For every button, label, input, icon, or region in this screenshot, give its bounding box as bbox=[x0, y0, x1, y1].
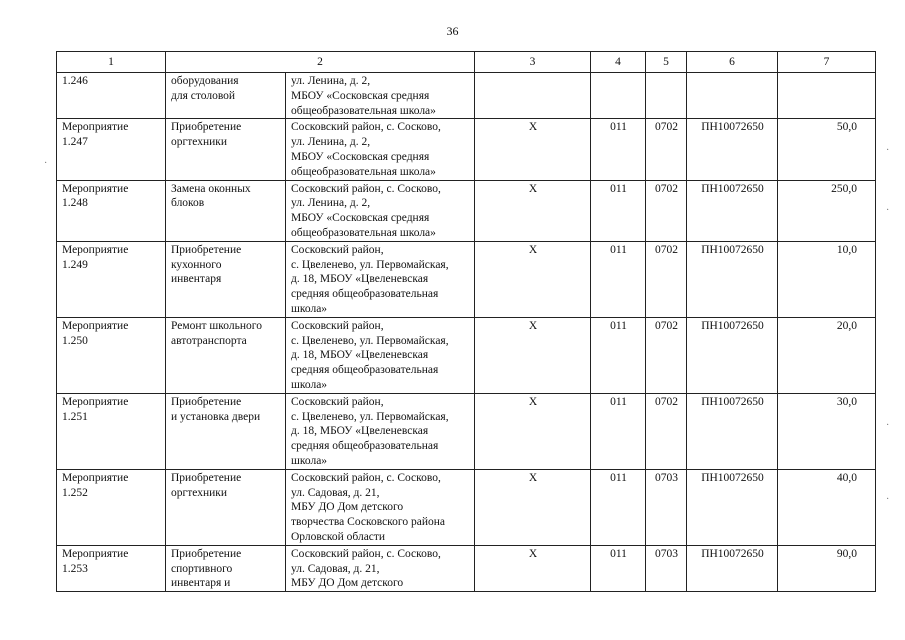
col5-cell: 0702 bbox=[646, 393, 687, 469]
col3-cell: Х bbox=[475, 119, 591, 180]
col6-cell: ПН10072650 bbox=[687, 317, 778, 393]
col5-cell: 0702 bbox=[646, 119, 687, 180]
activity-address: Сосковский район, с. Цвеленево, ул. Первомайская, д. 18, МБОУ «Цвеленевская средняя общеобразовательная школа» bbox=[286, 317, 475, 393]
scan-speck: · bbox=[886, 494, 890, 505]
table-row bbox=[57, 469, 876, 545]
header-row bbox=[57, 52, 876, 73]
header-cell: 4 bbox=[591, 52, 646, 73]
col7-cell: 90,0 bbox=[778, 545, 876, 591]
header-cell: 2 bbox=[166, 52, 475, 73]
col5-cell: 0702 bbox=[646, 317, 687, 393]
table-row bbox=[57, 241, 876, 317]
activity-name: Приобретение оргтехники bbox=[166, 119, 286, 180]
col3-cell: Х bbox=[475, 241, 591, 317]
activity-id: Мероприятие 1.252 bbox=[57, 469, 166, 545]
col7-cell: 30,0 bbox=[778, 393, 876, 469]
table-row bbox=[57, 180, 876, 241]
col6-cell: ПН10072650 bbox=[687, 469, 778, 545]
col7-cell: 50,0 bbox=[778, 119, 876, 180]
activity-id: Мероприятие 1.253 bbox=[57, 545, 166, 591]
activity-id: 1.246 bbox=[57, 73, 166, 119]
col3-cell: Х bbox=[475, 469, 591, 545]
header-cell: 3 bbox=[475, 52, 591, 73]
col3-cell bbox=[475, 73, 591, 119]
col7-cell: 20,0 bbox=[778, 317, 876, 393]
col3-cell: Х bbox=[475, 180, 591, 241]
header-cell: 1 bbox=[57, 52, 166, 73]
header-cell: 7 bbox=[778, 52, 876, 73]
col5-cell: 0702 bbox=[646, 241, 687, 317]
col4-cell: 011 bbox=[591, 119, 646, 180]
col5-cell bbox=[646, 73, 687, 119]
activity-id: Мероприятие 1.247 bbox=[57, 119, 166, 180]
col7-cell bbox=[778, 73, 876, 119]
activity-name: Ремонт школьного автотранспорта bbox=[166, 317, 286, 393]
activity-name: Замена оконных блоков bbox=[166, 180, 286, 241]
activity-name: оборудования для столовой bbox=[166, 73, 286, 119]
col4-cell: 011 bbox=[591, 393, 646, 469]
table-row bbox=[57, 393, 876, 469]
col7-cell: 250,0 bbox=[778, 180, 876, 241]
col4-cell: 011 bbox=[591, 545, 646, 591]
data-table bbox=[56, 51, 876, 592]
table-row bbox=[57, 119, 876, 180]
activity-name: Приобретение и установка двери bbox=[166, 393, 286, 469]
col5-cell: 0703 bbox=[646, 545, 687, 591]
scan-speck: · bbox=[886, 205, 890, 216]
col6-cell: ПН10072650 bbox=[687, 545, 778, 591]
activity-address: Сосковский район, с. Цвеленево, ул. Первомайская, д. 18, МБОУ «Цвеленевская средняя общеобразовательная школа» bbox=[286, 393, 475, 469]
col6-cell: ПН10072650 bbox=[687, 119, 778, 180]
activity-id: Мероприятие 1.250 bbox=[57, 317, 166, 393]
activity-id: Мероприятие 1.249 bbox=[57, 241, 166, 317]
table-row bbox=[57, 545, 876, 591]
col5-cell: 0702 bbox=[646, 180, 687, 241]
activity-name: Приобретение оргтехники bbox=[166, 469, 286, 545]
table-row bbox=[57, 317, 876, 393]
col4-cell: 011 bbox=[591, 241, 646, 317]
col6-cell bbox=[687, 73, 778, 119]
col4-cell: 011 bbox=[591, 317, 646, 393]
col6-cell: ПН10072650 bbox=[687, 180, 778, 241]
activity-address: Сосковский район, с. Сосково, ул. Садовая, д. 21, МБУ ДО Дом детского творчества Сосковского района Орловской области bbox=[286, 469, 475, 545]
col3-cell: Х bbox=[475, 317, 591, 393]
activity-id: Мероприятие 1.248 bbox=[57, 180, 166, 241]
header-cell: 6 bbox=[687, 52, 778, 73]
activity-address: Сосковский район, с. Цвеленево, ул. Первомайская, д. 18, МБОУ «Цвеленевская средняя общеобразовательная школа» bbox=[286, 241, 475, 317]
page-number: 36 bbox=[446, 24, 459, 38]
scan-speck: · bbox=[886, 420, 890, 431]
activity-name: Приобретение спортивного инвентаря и bbox=[166, 545, 286, 591]
activity-name: Приобретение кухонного инвентаря bbox=[166, 241, 286, 317]
col4-cell bbox=[591, 73, 646, 119]
col3-cell: Х bbox=[475, 545, 591, 591]
col4-cell: 011 bbox=[591, 180, 646, 241]
col6-cell: ПН10072650 bbox=[687, 393, 778, 469]
header-cell: 5 bbox=[646, 52, 687, 73]
activity-address: ул. Ленина, д. 2, МБОУ «Сосковская средняя общеобразовательная школа» bbox=[286, 73, 475, 119]
scan-speck: · bbox=[44, 158, 48, 169]
scan-speck: · bbox=[886, 145, 890, 156]
col3-cell: Х bbox=[475, 393, 591, 469]
col5-cell: 0703 bbox=[646, 469, 687, 545]
activity-address: Сосковский район, с. Сосково, ул. Ленина, д. 2, МБОУ «Сосковская средняя общеобразовательная школа» bbox=[286, 119, 475, 180]
col7-cell: 40,0 bbox=[778, 469, 876, 545]
activity-address: Сосковский район, с. Сосково, ул. Садовая, д. 21, МБУ ДО Дом детского bbox=[286, 545, 475, 591]
table-row bbox=[57, 73, 876, 119]
col4-cell: 011 bbox=[591, 469, 646, 545]
col6-cell: ПН10072650 bbox=[687, 241, 778, 317]
activity-address: Сосковский район, с. Сосково, ул. Ленина, д. 2, МБОУ «Сосковская средняя общеобразовательная школа» bbox=[286, 180, 475, 241]
col7-cell: 10,0 bbox=[778, 241, 876, 317]
activity-id: Мероприятие 1.251 bbox=[57, 393, 166, 469]
